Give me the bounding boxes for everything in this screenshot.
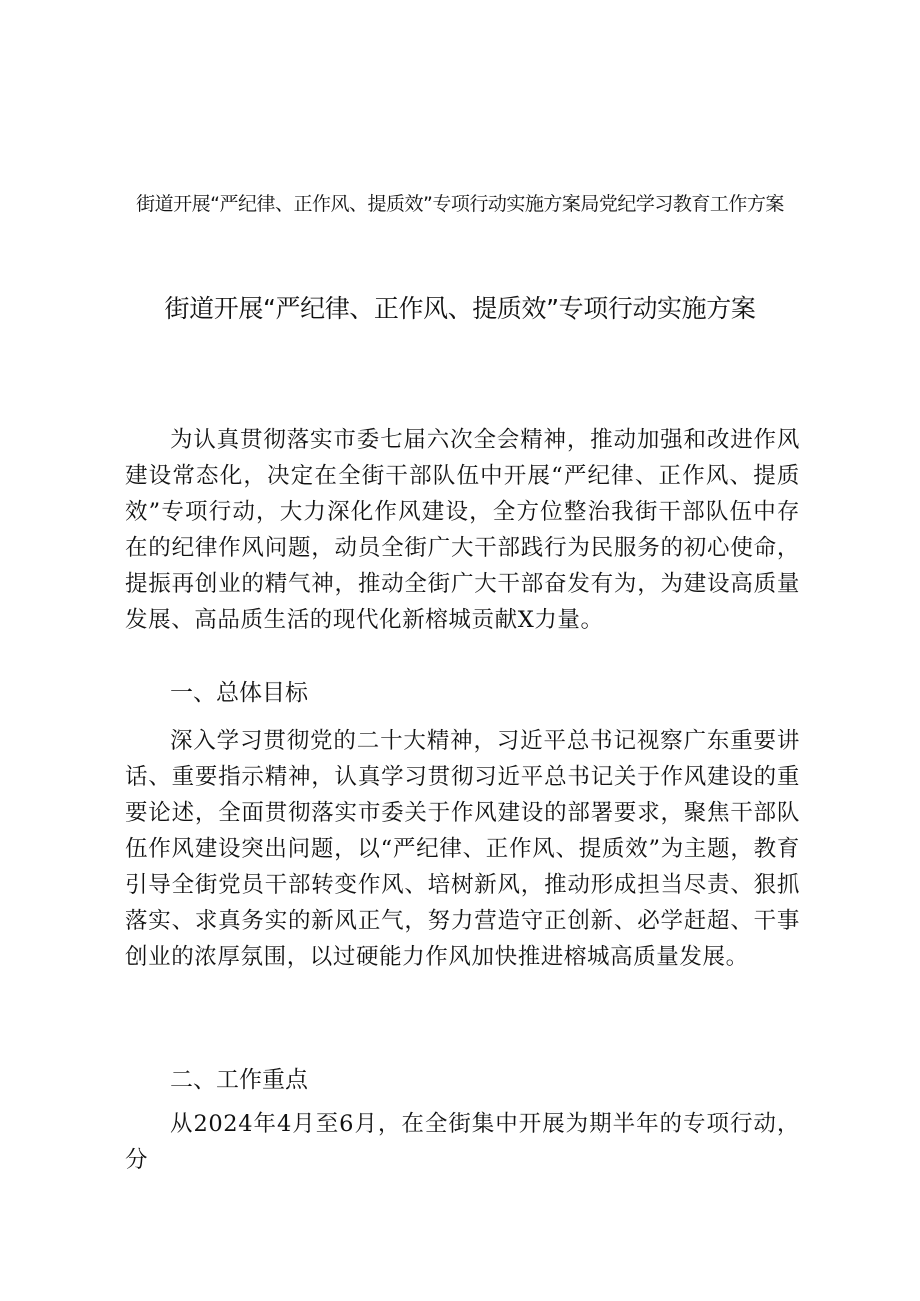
document-header: 街道开展“严纪律、正作风、提质效”专项行动实施方案局党纪学习教育工作方案 <box>136 193 784 215</box>
document-title: 街道开展“严纪律、正作风、提质效”专项行动实施方案 <box>164 294 756 323</box>
focus-paragraph: 从2024年4月至6月，在全街集中开展为期半年的专项行动，分 <box>125 1111 800 1173</box>
section-heading-focus: 二、工作重点 <box>170 1067 308 1093</box>
section-heading-goal: 一、总体目标 <box>170 680 308 706</box>
intro-paragraph: 为认真贯彻落实市委七届六次全会精神，推动加强和改进作风建设常态化，决定在全街干部队伍中开展“严纪律、正作风、提质效”专项行动，大力深化作风建设，全方位整治我街干部队伍中存在的纪律作风问题，动员全街广大干部践行为民服务的初心使命，提振再创业的精气神，推动全街广大干部奋发有为，为建设高质量发展、高品质生活的现代化新榕城贡献X力量。 <box>125 427 800 633</box>
goal-paragraph: 深入学习贯彻党的二十大精神，习近平总书记视察广东重要讲话、重要指示精神，认真学习贯彻习近平总书记关于作风建设的重要论述，全面贯彻落实市委关于作风建设的部署要求，聚焦干部队伍作风建设突出问题，以“严纪律、正作风、提质效”为主题，教育引导全街党员干部转变作风、培树新风，推动形成担当尽责、狠抓落实、求真务实的新风正气，努力营造守正创新、必学赶超、干事创业的浓厚氛围，以过硬能力作风加快推进榕城高质量发展。 <box>125 728 800 970</box>
